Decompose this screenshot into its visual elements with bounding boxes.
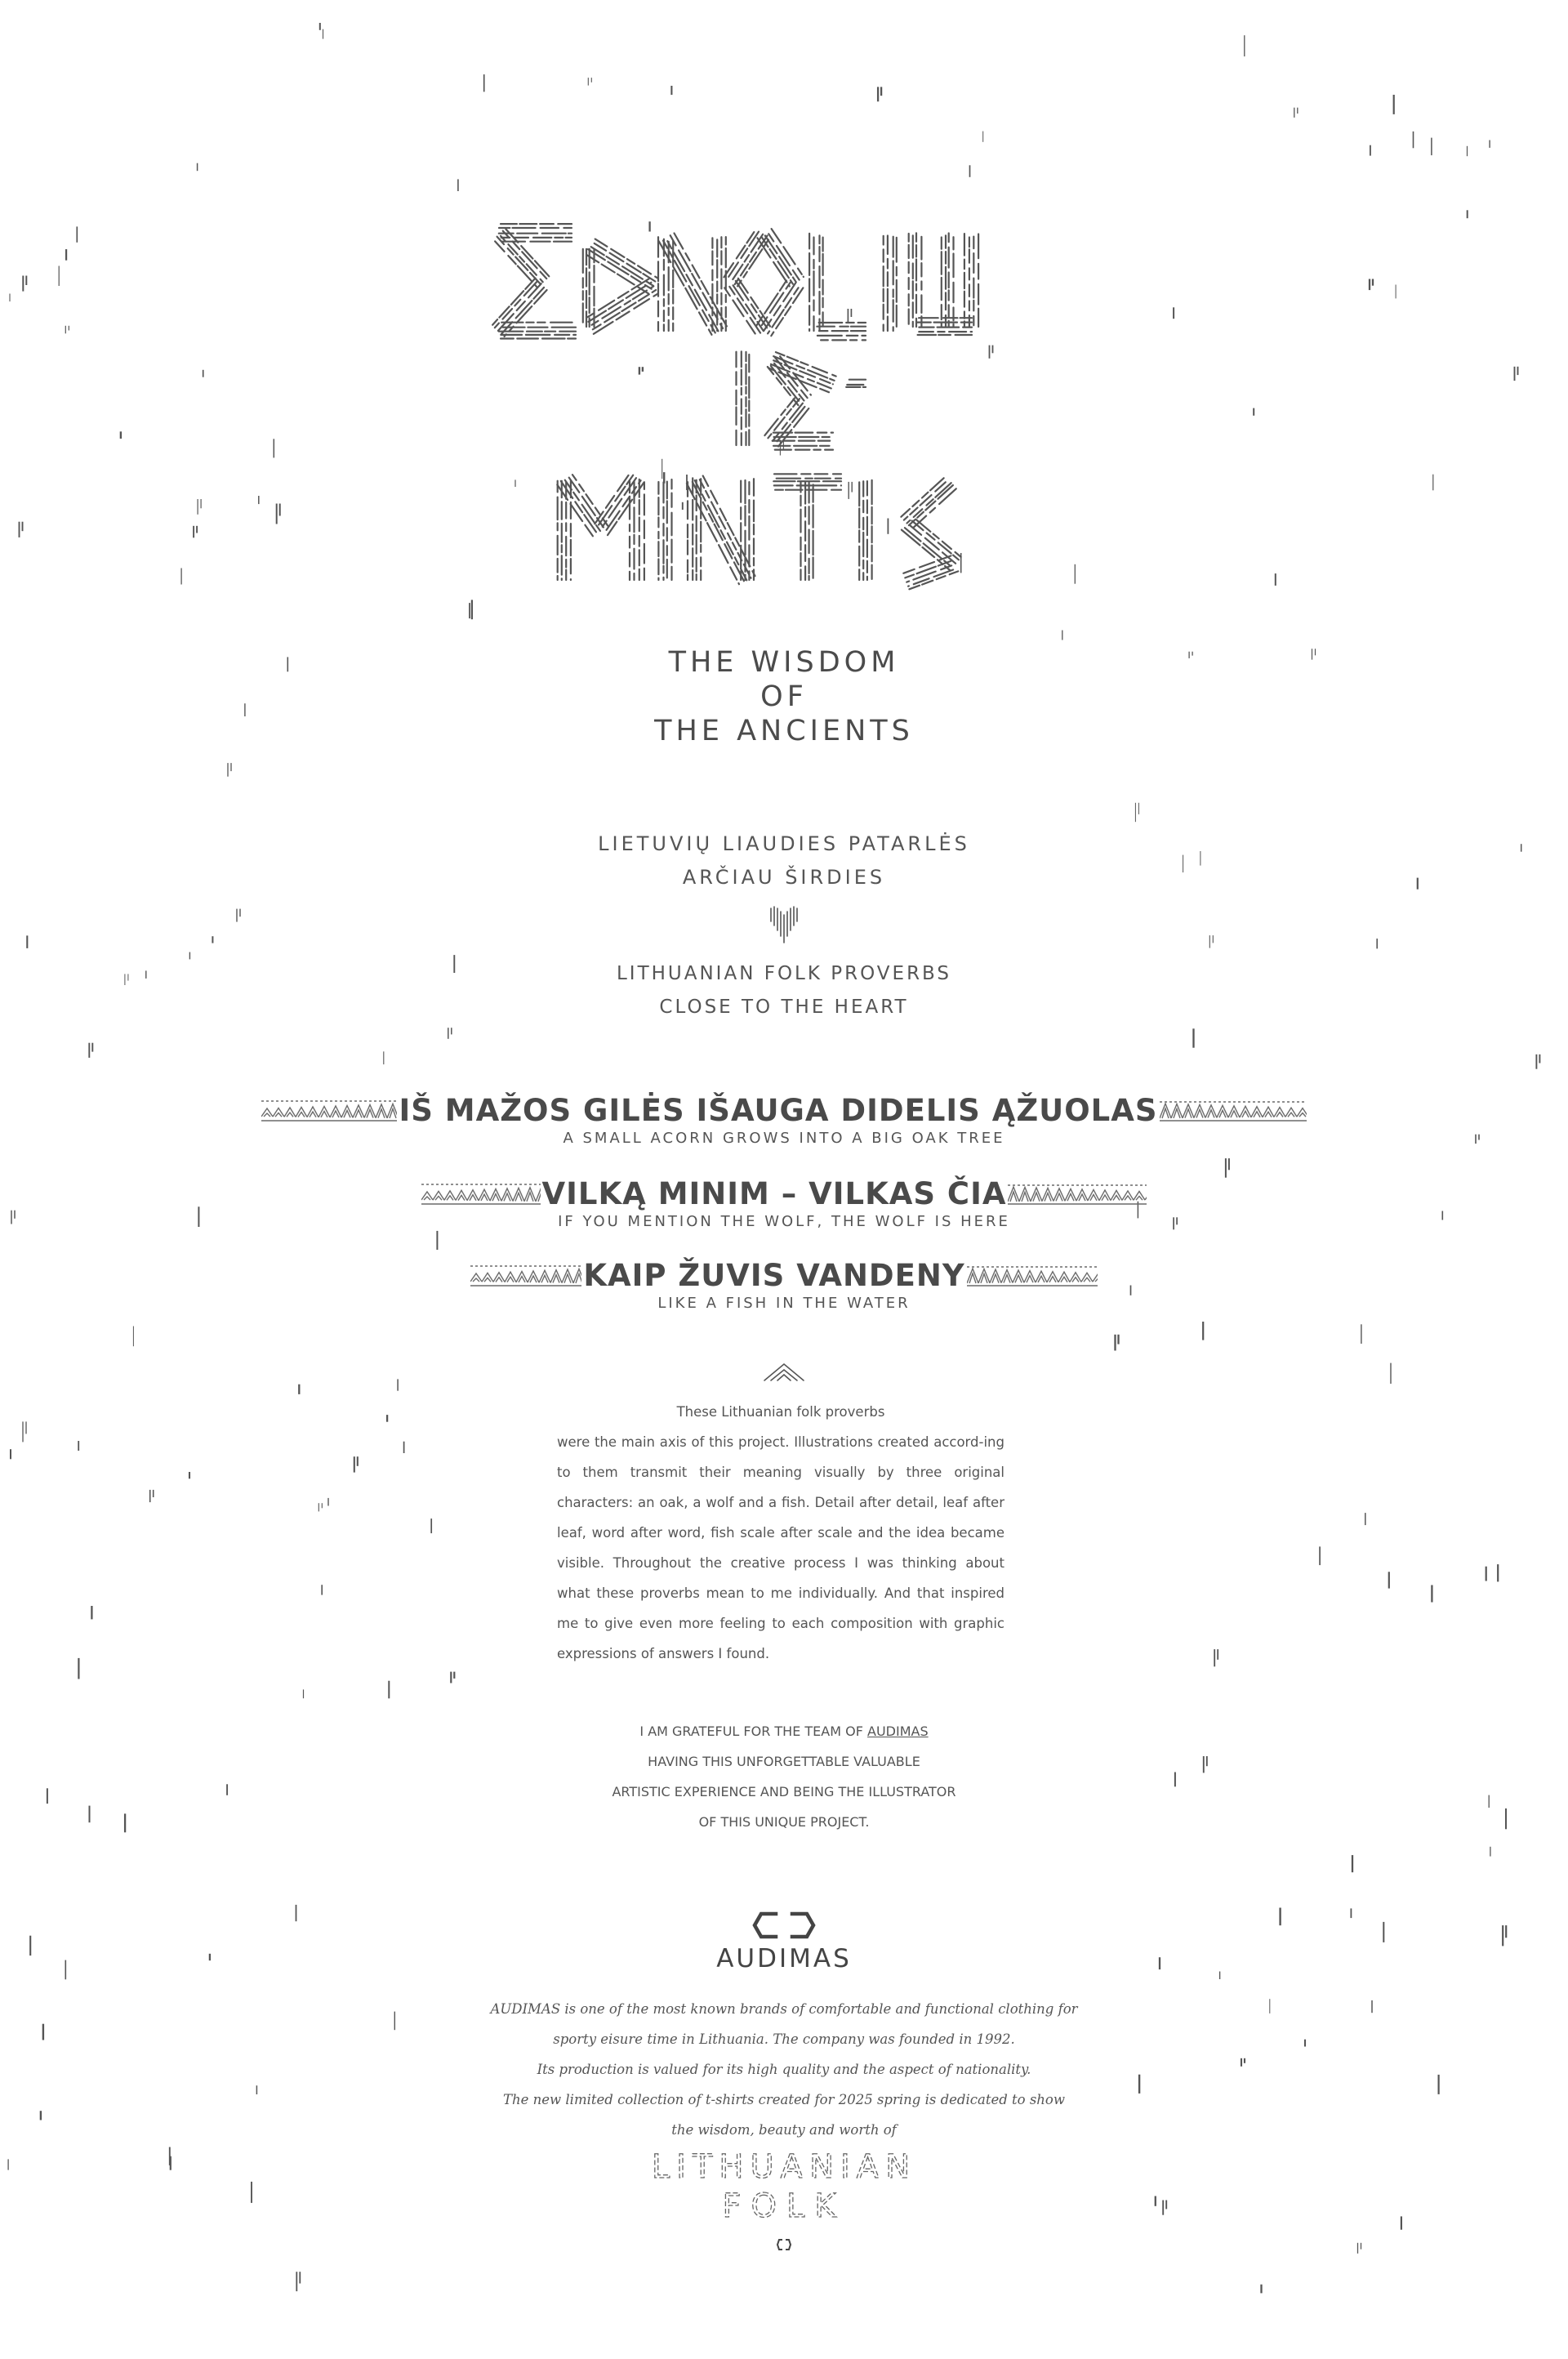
proverb-2-title: VILKĄ MINIM – VILKAS ČIA (541, 1176, 1007, 1211)
audimas-logo-icon (0, 1909, 1568, 1946)
hero-title-art (0, 0, 1568, 621)
intro-english (0, 957, 1568, 1024)
folk-line-2: FOLK (722, 2187, 846, 2225)
gratitude-block (0, 1716, 1568, 1837)
description-first-line: These Lithuanian folk proverbs (676, 1404, 885, 1420)
brand-line-1: AUDIMAS is one of the most known brands of comfortable and functional clothing for (490, 2001, 1078, 2017)
ornament-left-3 (470, 1262, 581, 1290)
proverb-3-translation: LIKE A FISH IN THE WATER (657, 1295, 911, 1312)
proverb-3 (0, 1258, 1568, 1312)
ornament-right-2 (1008, 1180, 1147, 1208)
gratitude-prefix: I AM GRATEFUL FOR THE TEAM OF (639, 1724, 867, 1739)
intro-en-line-1: LITHUANIAN FOLK PROVERBS (616, 963, 952, 984)
brand-line-4: The new limited collection of t-shirts created for 2025 spring is dedicated to show (503, 2092, 1065, 2107)
description-body: were the main axis of this project. Illustrations created accord-ing to them transmit their meaning visually by three original characters: an oak, a wolf and a fish. Detail after detail, leaf after leaf, word after word, fish scale after scale and the idea became visible. Throughout the creative process I was thinking about what these proverbs mean to me individually. And that inspired me to give even more feeling to each composition with graphic expressions of answers I found. (557, 1434, 1004, 1661)
mountain-divider-icon (0, 1361, 1568, 1388)
brand-description (0, 1994, 1568, 2145)
brand-line-5: the wisdom, beauty and worth of (671, 2122, 897, 2138)
folk-line-1: LITHUANIAN (651, 2148, 917, 2186)
proverb-1-title: IŠ MAŽOS GILĖS IŠAUGA DIDELIS ĄŽUOLAS (399, 1093, 1158, 1128)
brand-line-2: sporty eisure time in Lithuania. The company was founded in 1992. (553, 2031, 1015, 2047)
subtitle-line-3: THE ANCIENTS (654, 715, 914, 747)
proverb-2-translation: IF YOU MENTION THE WOLF, THE WOLF IS HERE (558, 1213, 1010, 1230)
ornament-left-2 (421, 1180, 541, 1208)
gratitude-line-1 (0, 1716, 1568, 1746)
proverb-2 (0, 1176, 1568, 1230)
ornament-left-1 (261, 1097, 397, 1125)
gratitude-line-3: ARTISTIC EXPERIENCE AND BEING THE ILLUSTRATOR (612, 1784, 956, 1799)
subtitle-line-2: OF (760, 680, 808, 713)
description-paragraph (557, 1397, 1004, 1669)
intro-lt-line-1: LIETUVIŲ LIAUDIES PATARLĖS (598, 832, 970, 855)
intro-lt-line-2: ARČIAU ŠIRDIES (682, 866, 886, 889)
hero-subtitle (0, 645, 1568, 748)
audimas-logo-word: AUDIMAS (716, 1944, 852, 1973)
ornament-right-1 (1160, 1097, 1307, 1125)
brand-line-3: Its production is valued for its high quality and the aspect of nationality. (537, 2062, 1031, 2077)
heart-icon (0, 903, 1568, 953)
ornament-right-3 (967, 1262, 1098, 1290)
lithuanian-folk-wordmark (0, 2145, 1568, 2231)
audimas-link[interactable]: AUDIMAS (867, 1724, 929, 1739)
proverb-1-translation: A SMALL ACORN GROWS INTO A BIG OAK TREE (563, 1130, 1005, 1147)
gratitude-line-4: OF THIS UNIQUE PROJECT. (698, 1814, 870, 1830)
proverb-3-title: KAIP ŽUVIS VANDENY (583, 1258, 965, 1293)
subtitle-line-1: THE WISDOM (668, 646, 900, 679)
intro-en-line-2: CLOSE TO THE HEART (659, 997, 909, 1018)
bottom-logo-mark-icon (0, 2236, 1568, 2257)
proverb-1 (0, 1093, 1568, 1147)
gratitude-line-2: HAVING THIS UNFORGETTABLE VALUABLE (648, 1754, 920, 1769)
intro-lithuanian (0, 827, 1568, 894)
